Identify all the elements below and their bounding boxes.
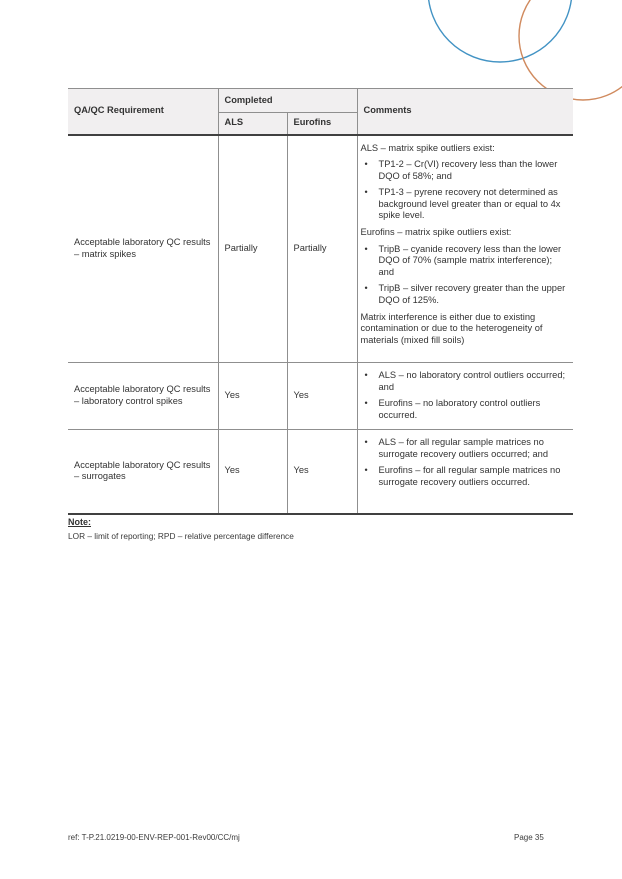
cell-comments [357, 135, 573, 363]
bullet-icon: • [364, 465, 368, 476]
cell-comments [357, 430, 573, 514]
comment-bullet-item [361, 465, 569, 488]
comment-bullet-item [361, 244, 569, 279]
comment-bullet-item [361, 187, 569, 222]
note-block [68, 517, 573, 541]
bullet-text: Eurofins – for all regular sample matrices no surrogate recovery outliers occurred. [378, 465, 561, 487]
cell-completed-als: Partially [218, 135, 287, 363]
blue-circle-icon [428, 0, 572, 62]
bullet-text: TripB – cyanide recovery less than the lower DQO of 70% (sample matrix interference); and [378, 243, 562, 277]
cell-requirement: Acceptable laboratory QC results – laboratory control spikes [68, 363, 218, 430]
footer-page-number: Page 35 [514, 833, 544, 842]
comment-paragraph: Matrix interference is either due to existing contamination or due to the heterogeneity of materials (mixed fill soils) [360, 311, 543, 345]
table-row [68, 363, 573, 430]
cell-completed-als: Yes [218, 430, 287, 514]
bullet-text: TripB – silver recovery greater than the upper DQO of 125%. [378, 283, 566, 306]
bullet-icon: • [364, 243, 368, 254]
note-text: LOR – limit of reporting; RPD – relative percentage difference [68, 531, 294, 541]
cell-requirement: Acceptable laboratory QC results – surrogates [68, 430, 218, 514]
cell-completed-als: Yes [218, 363, 287, 430]
cell-completed-eurofins: Partially [287, 135, 357, 363]
orange-circle-icon [519, 0, 622, 100]
comment-paragraph: Eurofins – matrix spike outliers exist: [360, 227, 512, 238]
cell-comments [357, 363, 573, 430]
comment-bullet-item [361, 370, 569, 393]
table-header-row-1 [68, 89, 573, 113]
comment-bullet-item [361, 159, 569, 182]
cell-completed-eurofins: Yes [287, 363, 357, 430]
comment-bullet-item [361, 398, 569, 421]
bullet-icon: • [364, 187, 368, 198]
bullet-text: TP1-2 – Cr(VI) recovery less than the lower DQO of 58%; and [378, 159, 558, 181]
bullet-text: ALS – for all regular sample matrices no surrogate recovery outliers occurred; and [378, 437, 549, 459]
cell-completed-eurofins: Yes [287, 430, 357, 514]
note-label: Note: [68, 517, 91, 527]
footer-reference: ref: T-P.21.0219-00-ENV-REP-001-Rev00/CC/mj [68, 833, 240, 842]
table-row [68, 430, 573, 514]
bullet-text: TP1-3 – pyrene recovery not determined as background level greater than or equal to 4x spike level. [378, 187, 561, 221]
bullet-icon: • [364, 370, 368, 380]
col-header-completed: Completed [218, 89, 357, 113]
table-row [68, 135, 573, 363]
col-header-eurofins: Eurofins [287, 113, 357, 135]
bullet-icon: • [364, 437, 368, 447]
col-header-comments: Comments [357, 89, 573, 135]
bullet-text: ALS – no laboratory control outliers occurred; and [378, 370, 566, 392]
comment-paragraph: ALS – matrix spike outliers exist: [360, 142, 495, 153]
bullet-icon: • [364, 398, 368, 409]
cell-requirement: Acceptable laboratory QC results – matrix spikes [68, 135, 218, 363]
col-header-qaqc-requirement: QA/QC Requirement [68, 89, 218, 135]
bullet-icon: • [364, 283, 368, 294]
col-header-als: ALS [218, 113, 287, 135]
bullet-icon: • [364, 159, 368, 170]
comment-bullet-item [361, 437, 569, 460]
comment-bullet-item [361, 283, 569, 306]
bullet-text: Eurofins – no laboratory control outliers occurred. [378, 398, 541, 420]
qaqc-requirements-table [68, 88, 573, 515]
